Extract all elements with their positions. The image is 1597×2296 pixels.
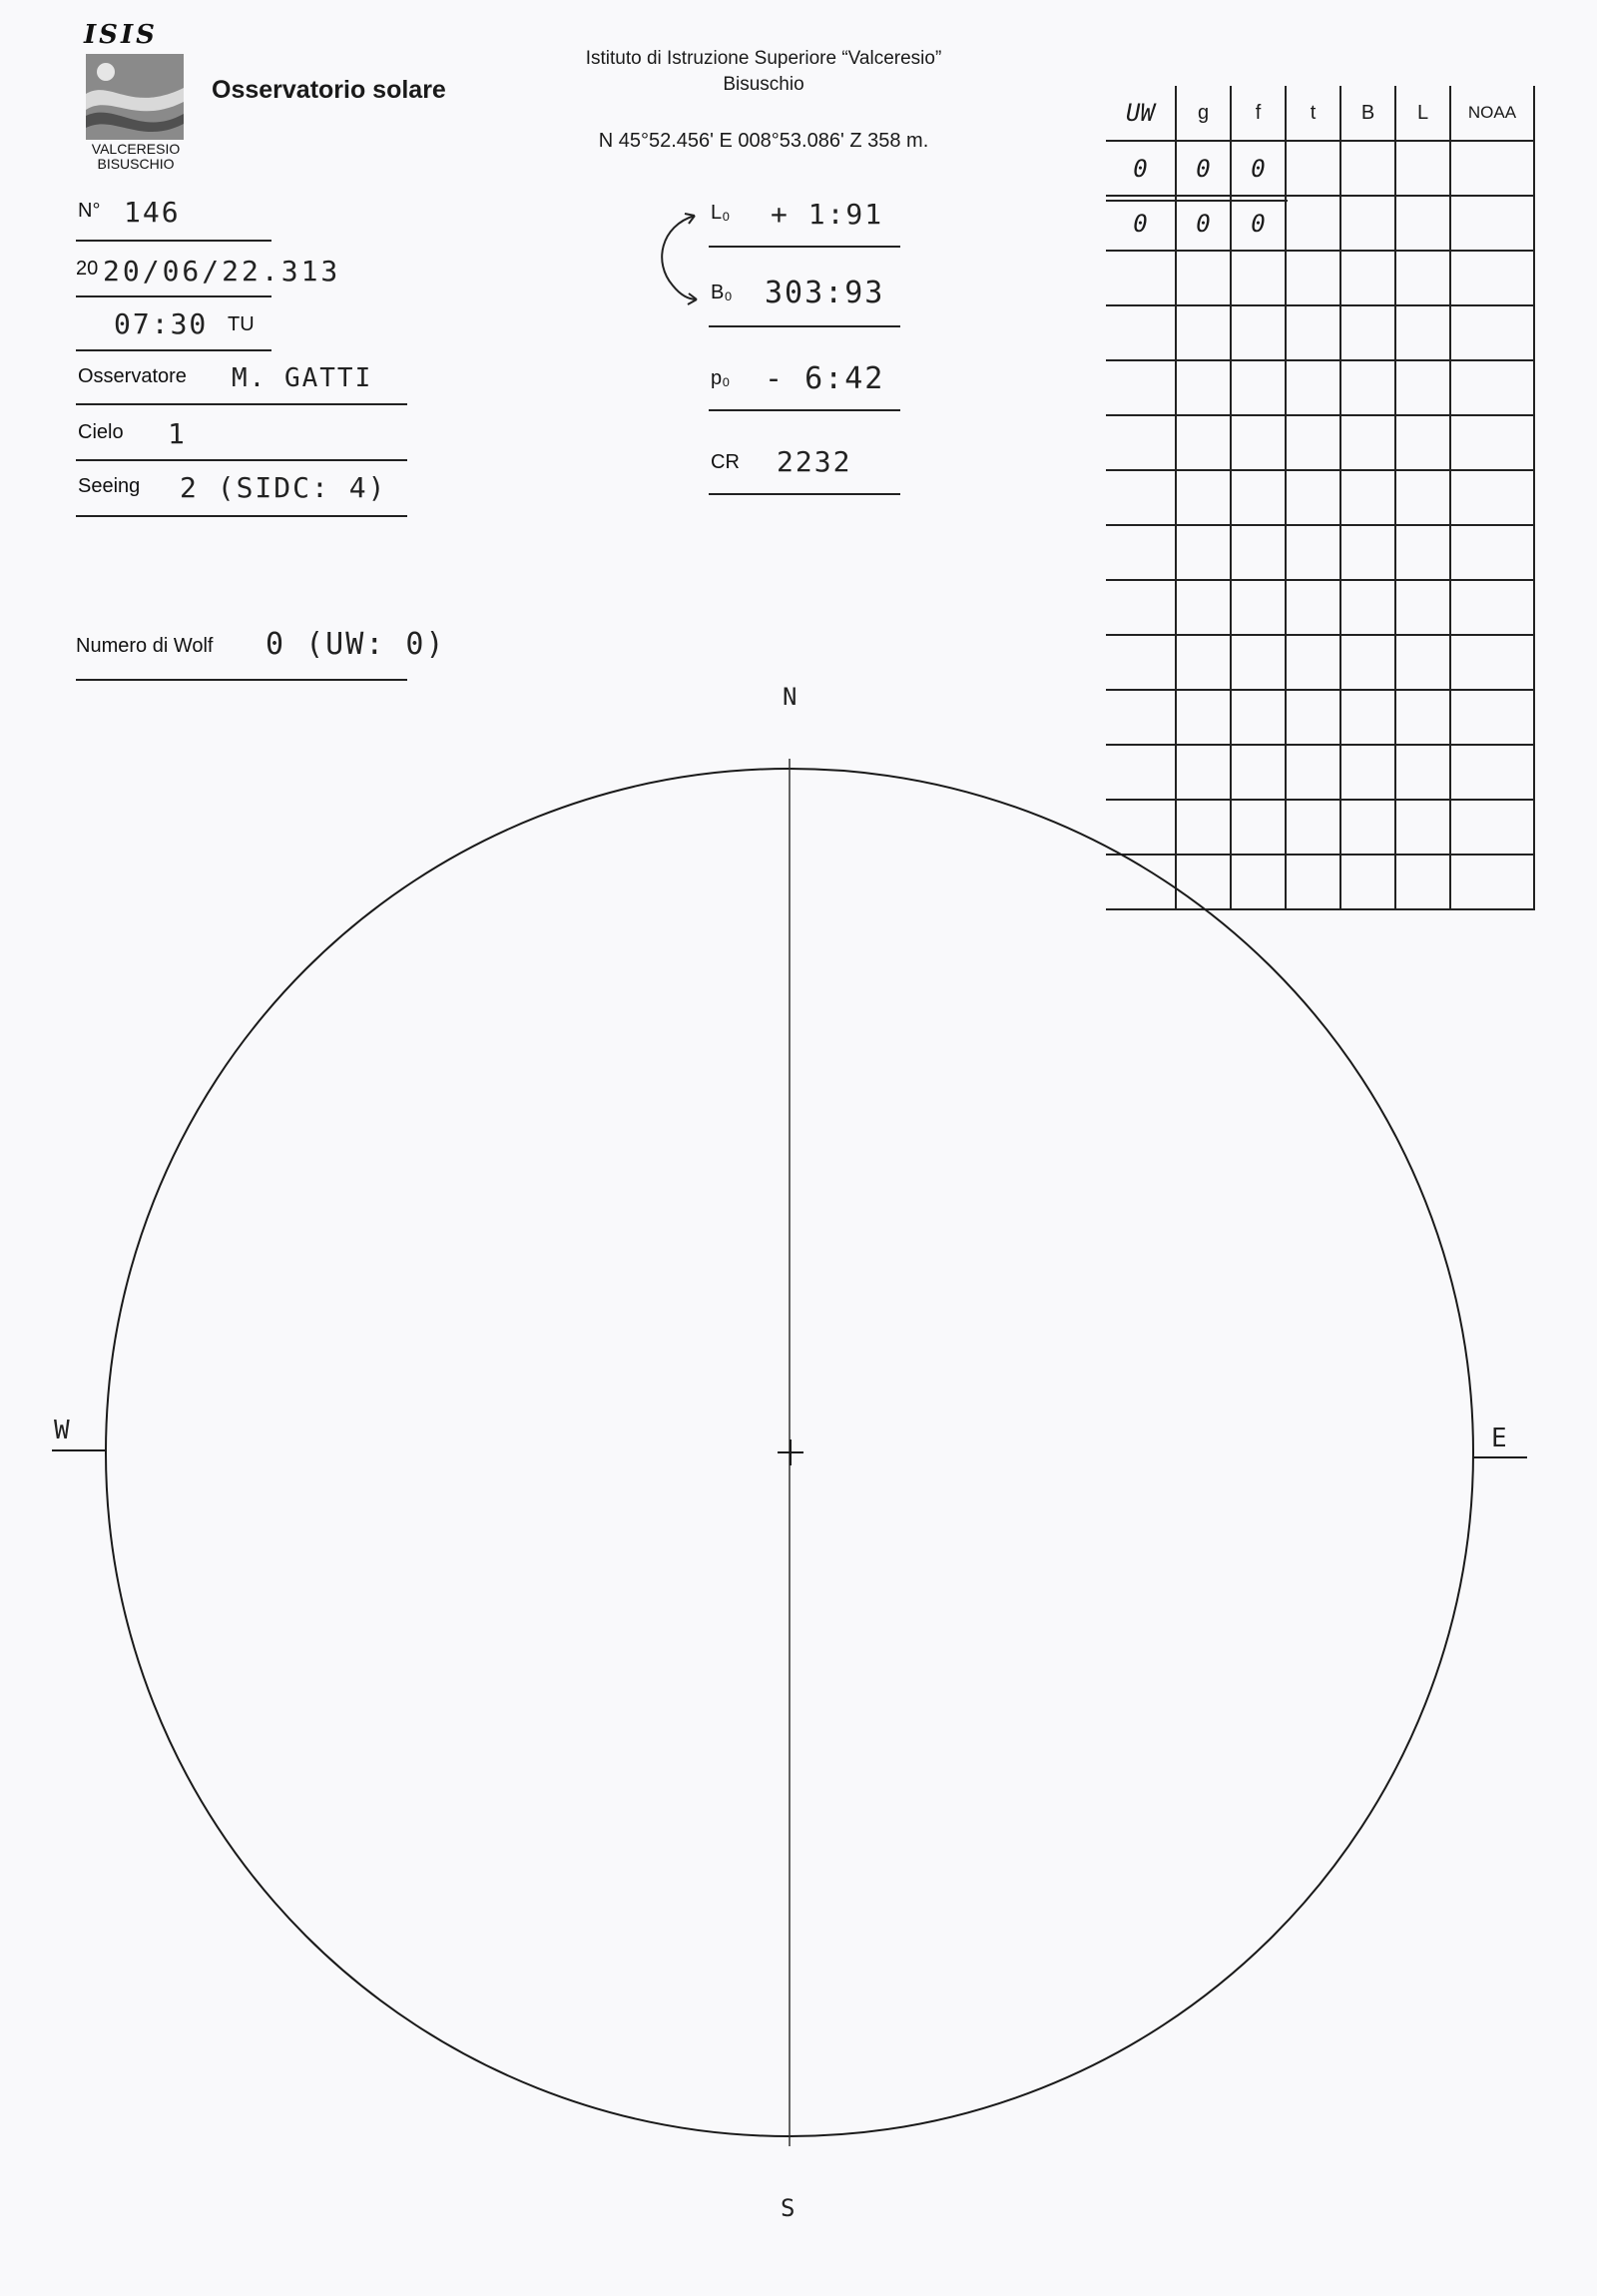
col-header-t: t	[1286, 86, 1340, 141]
col-header-uw: UW	[1106, 86, 1176, 141]
b0-label: B₀	[711, 282, 733, 303]
table-cell: 0	[1176, 141, 1231, 196]
sky-value: 1	[168, 417, 187, 450]
observer-label: Osservatore	[78, 365, 187, 387]
logo-line-1: VALCERESIO	[91, 141, 181, 157]
east-label: E	[1491, 1424, 1509, 1453]
seeing-value: 2 (SIDC: 4)	[180, 471, 387, 504]
col-header-g: g	[1176, 86, 1231, 141]
col-header-l: L	[1395, 86, 1450, 141]
col-header-f: f	[1231, 86, 1286, 141]
table-cell: 0	[1231, 141, 1286, 196]
l0-label: L₀	[711, 202, 731, 224]
wolf-label: Numero di Wolf	[76, 635, 214, 657]
north-label: N	[783, 683, 799, 711]
institute-name: Istituto di Istruzione Superiore “Valceresio”	[585, 48, 942, 69]
b0-value: 303:93	[765, 276, 885, 310]
time-value: 07:30	[114, 307, 209, 340]
west-label: W	[54, 1416, 72, 1445]
p0-label: p₀	[711, 367, 731, 389]
observatory-title: Osservatorio solare	[212, 76, 446, 104]
date-value: 20/06/22.313	[103, 255, 341, 287]
table-cell: 0	[1176, 196, 1231, 251]
wolf-value: 0 (UW: 0)	[266, 627, 446, 662]
seeing-label: Seeing	[78, 475, 141, 497]
logo-line-2: BISUSCHIO	[97, 156, 175, 172]
table-cell: 0	[1106, 196, 1176, 251]
table-cell: 0	[1231, 196, 1286, 251]
south-label: S	[781, 2194, 798, 2222]
l0-value: + 1:91	[771, 198, 884, 231]
date-prefix: 20	[76, 258, 99, 280]
sky-label: Cielo	[78, 421, 124, 443]
number-value: 146	[124, 196, 181, 229]
cr-label: CR	[711, 451, 740, 473]
col-header-noaa: NOAA	[1450, 86, 1534, 141]
p0-value: - 6:42	[765, 361, 885, 396]
time-unit: TU	[228, 313, 255, 335]
logo-wordmark: ISIS	[84, 20, 158, 50]
observer-value: M. GATTI	[232, 363, 373, 393]
table-cell: 0	[1106, 141, 1176, 196]
observatory-coordinates: N 45°52.456' E 008°53.086' Z 358 m.	[598, 130, 929, 152]
cr-value: 2232	[777, 445, 852, 478]
institute-town: Bisuschio	[723, 74, 804, 95]
number-label: N°	[78, 200, 101, 222]
col-header-b: B	[1340, 86, 1395, 141]
